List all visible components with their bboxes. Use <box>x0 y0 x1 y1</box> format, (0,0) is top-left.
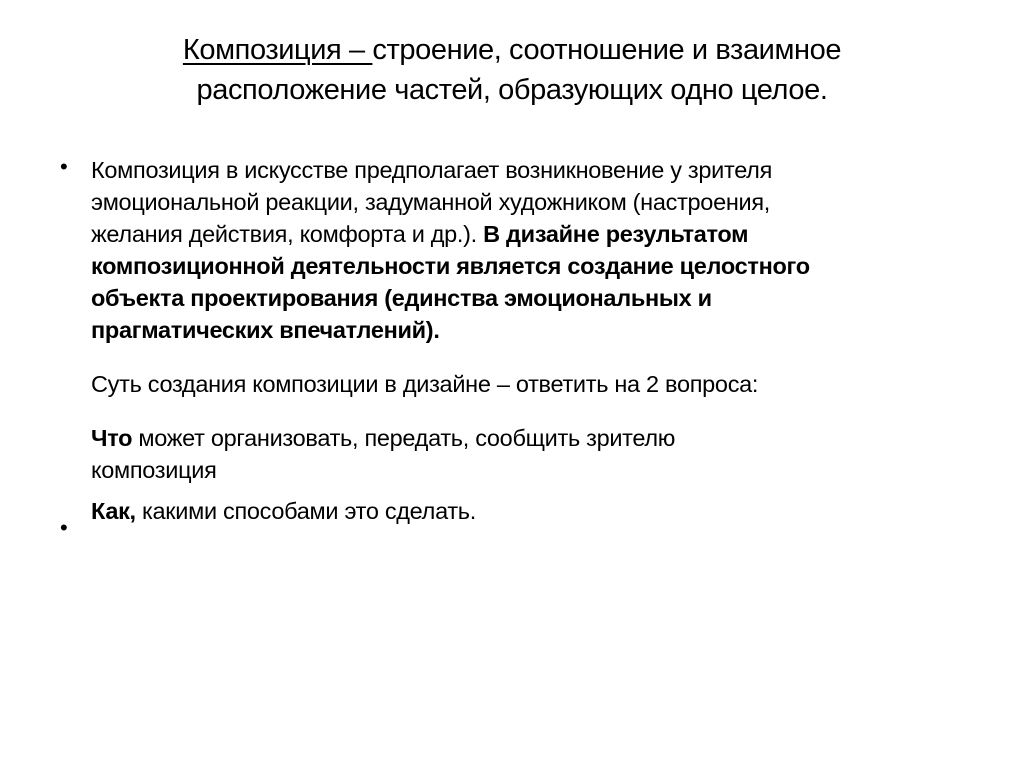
what-line <box>91 422 810 454</box>
title-definition: строение, соотношение и взаимное <box>372 34 842 66</box>
body-line: эмоциональной реакции, задуманной художником (настроения, <box>91 189 771 215</box>
slide-title <box>0 30 1024 110</box>
body-line: Композиция в искусстве предполагает возникновение у зрителя <box>91 157 773 183</box>
bullet-marker-1: • <box>60 154 68 179</box>
slide-body <box>91 154 810 527</box>
how-text: какими способами это сделать. <box>135 498 476 524</box>
title-line-2: расположение частей, образующих одно целое. <box>196 74 828 106</box>
body-line <box>91 314 810 346</box>
body-bold-text: В дизайне результатом <box>483 221 749 247</box>
title-line-1 <box>0 30 1024 70</box>
what-bold: Что <box>91 425 133 451</box>
what-text: может организовать, передать, сообщить зрителю <box>132 425 676 451</box>
body-line <box>91 250 810 282</box>
body-bold-text: прагматических впечатлений). <box>91 317 440 343</box>
how-line <box>91 495 810 527</box>
essence-line: Суть создания композиции в дизайне – ответить на 2 вопроса: <box>91 371 759 397</box>
body-bold-text: объекта проектирования (единства эмоциональных и <box>91 285 712 311</box>
bullet-marker-2: • <box>60 515 68 540</box>
body-bold-text: композиционной деятельности является создание целостного <box>91 253 810 279</box>
title-term: Композиция – <box>182 34 373 66</box>
how-bold: Как, <box>91 498 136 524</box>
body-line <box>91 282 810 314</box>
what-line-2: композиция <box>91 457 217 483</box>
body-line <box>91 218 810 250</box>
body-text: желания действия, комфорта и др.). <box>91 221 484 247</box>
